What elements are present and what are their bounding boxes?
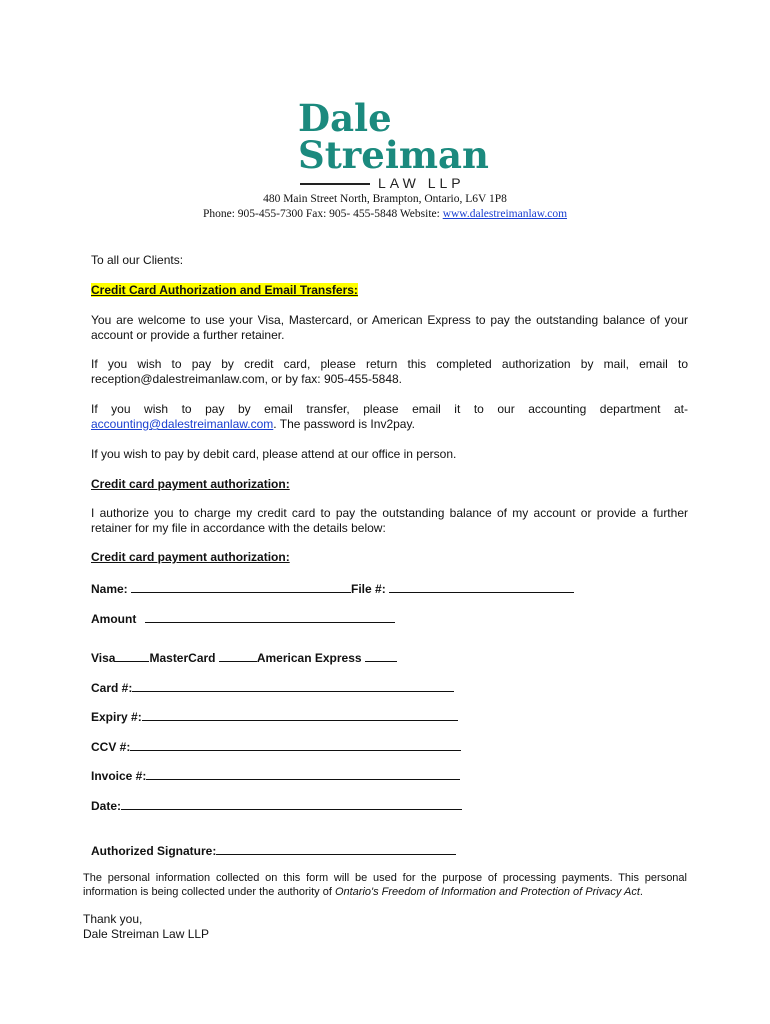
- salutation: To all our Clients:: [91, 253, 184, 267]
- privacy-act-name: Ontario's Freedom of Information and Protection of Privacy Act: [334, 886, 640, 898]
- invoice-field[interactable]: [146, 767, 460, 780]
- privacy-end: .: [639, 886, 643, 898]
- logo-rule: [300, 183, 370, 185]
- expiry-field[interactable]: [142, 708, 458, 721]
- logo-line-1: Dale: [298, 96, 392, 140]
- amount-row: [91, 610, 395, 626]
- card-type-row: [91, 649, 397, 665]
- invoice-label: Invoice #:: [91, 769, 147, 783]
- heading-authorization-2: Credit card payment authorization:: [91, 550, 290, 564]
- privacy-text: The personal information collected on this form will be used for the purpose of processing payments. This personal information is being collected under the authority of: [83, 872, 687, 898]
- amount-field[interactable]: [145, 610, 395, 623]
- section-heading-1: [91, 283, 688, 298]
- heading-authorization-1: Credit card payment authorization:: [91, 477, 290, 491]
- file-number-field[interactable]: [389, 580, 574, 593]
- file-label: File #:: [351, 582, 390, 596]
- paragraph-1: You are welcome to use your Visa, Mastercard, or American Express to pay the outstanding balance of your account or provide a further retainer.: [91, 313, 688, 342]
- mastercard-field[interactable]: [219, 649, 257, 662]
- firm-contact: [0, 208, 770, 220]
- date-label: Date:: [91, 799, 122, 813]
- paragraph-3-end: . The password is Inv2pay.: [273, 417, 415, 431]
- amount-label: Amount: [91, 612, 140, 626]
- privacy-notice: [83, 871, 687, 899]
- website-link[interactable]: www.dalestreimanlaw.com: [442, 208, 568, 220]
- date-row: [91, 797, 462, 813]
- heading-credit-card-email: Credit Card Authorization and Email Transfers:: [91, 283, 358, 297]
- contact-text: Phone: 905-455-7300 Fax: 905- 455-5848 Website:: [202, 208, 443, 220]
- name-label: Name:: [91, 582, 132, 596]
- firm-address: 480 Main Street North, Brampton, Ontario, L6V 1P8: [263, 193, 507, 205]
- amex-label: American Express: [256, 651, 365, 665]
- card-number-label: Card #:: [91, 681, 133, 695]
- name-file-row: [91, 580, 574, 596]
- card-number-row: [91, 679, 454, 695]
- signature-row: [91, 842, 456, 858]
- ccv-field[interactable]: [130, 738, 461, 751]
- accounting-email-link[interactable]: accounting@dalestreimanlaw.com: [91, 417, 274, 431]
- mastercard-label: MasterCard: [149, 651, 219, 665]
- paragraph-3-line-1: If you wish to pay by email transfer, please email it to our accounting department at-: [91, 402, 688, 416]
- logo-line-2: Streiman: [298, 133, 489, 177]
- paragraph-4: If you wish to pay by debit card, please attend at our office in person.: [91, 447, 457, 461]
- visa-label: Visa: [91, 651, 116, 665]
- expiry-row: [91, 708, 458, 724]
- name-field[interactable]: [131, 580, 351, 593]
- ccv-row: [91, 738, 461, 754]
- paragraph-5: I authorize you to charge my credit card to pay the outstanding balance of my account or provide a further retainer for my file in accordance with the details below:: [91, 506, 688, 535]
- amex-field[interactable]: [365, 649, 397, 662]
- visa-field[interactable]: [115, 649, 149, 662]
- card-number-field[interactable]: [132, 679, 454, 692]
- invoice-row: [91, 767, 460, 783]
- firm-logo: [298, 96, 489, 191]
- ccv-label: CCV #:: [91, 740, 131, 754]
- section-heading-2: [91, 477, 688, 492]
- section-heading-3: [91, 550, 688, 565]
- signature-label: Authorized Signature:: [91, 844, 217, 858]
- logo-line-3: LAW LLP: [378, 175, 465, 191]
- expiry-label: Expiry #:: [91, 710, 142, 724]
- logo-subline: [298, 176, 473, 190]
- thanks-line: Thank you,: [83, 912, 143, 926]
- date-field[interactable]: [121, 797, 462, 810]
- signature-field[interactable]: [216, 842, 456, 855]
- paragraph-3: [91, 402, 688, 432]
- firm-signoff: Dale Streiman Law LLP: [83, 927, 210, 941]
- paragraph-2: If you wish to pay by credit card, please return this completed authorization by mail, email to reception@dalestreimanlaw.com, or by fax: 905-455-5848.: [91, 357, 688, 386]
